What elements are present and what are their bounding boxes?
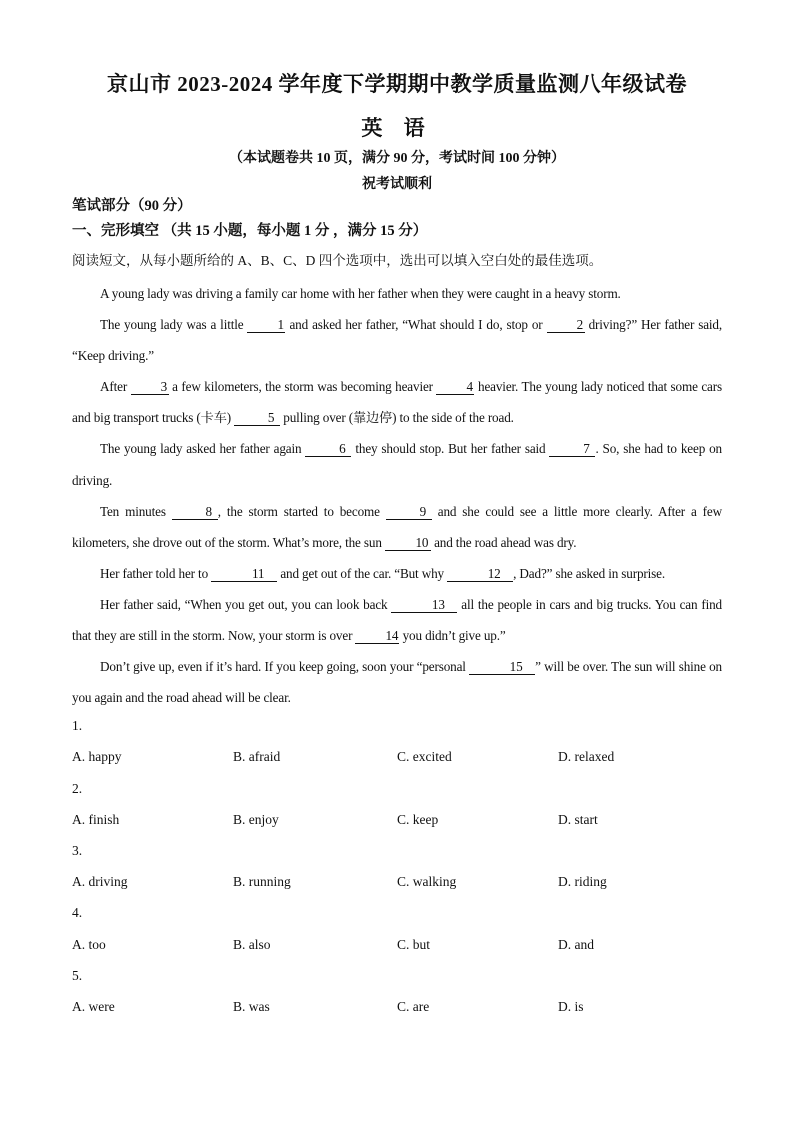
question-number: 1. bbox=[72, 718, 83, 733]
blank-3: 3 bbox=[131, 380, 169, 395]
option-d[interactable]: D. riding bbox=[558, 874, 607, 889]
blank-6: 6 bbox=[305, 442, 351, 457]
blank-1: 1 bbox=[247, 318, 285, 333]
option-d[interactable]: D. relaxed bbox=[558, 749, 615, 764]
written-part-heading: 笔试部分（90 分） bbox=[72, 198, 192, 214]
blank-15: 15 bbox=[469, 660, 535, 675]
option-d[interactable]: D. and bbox=[558, 937, 594, 952]
option-a[interactable]: A. happy bbox=[72, 749, 122, 764]
blank-14: 14 bbox=[355, 629, 399, 644]
paragraph-7: Her father said, “When you get out, you can look back 13 all the people in cars and big trucks. You can find that they are still in the storm. Now, your storm is over 14 you didn’t give up.” bbox=[72, 596, 722, 644]
paragraph-4: The young lady asked her father again 6 they should stop. But her father said 7 . So, she had to keep on driving. bbox=[72, 441, 722, 488]
option-b[interactable]: B. was bbox=[233, 999, 270, 1014]
option-c[interactable]: C. but bbox=[397, 937, 431, 952]
paragraph-6: Her father told her to 11 and get out of the car. “But why 12 , Dad?” she asked in surprise. bbox=[100, 565, 666, 581]
blank-5: 5 bbox=[234, 411, 280, 426]
cloze-passage bbox=[72, 278, 722, 713]
option-a[interactable]: A. driving bbox=[72, 874, 128, 889]
blank-13: 13 bbox=[391, 598, 457, 613]
subject-title: 英 语 bbox=[361, 116, 433, 140]
blank-11: 11 bbox=[211, 567, 277, 582]
option-d[interactable]: D. is bbox=[558, 999, 584, 1014]
exam-title: 京山市 2023-2024 学年度下学期期中教学质量监测八年级试卷 bbox=[107, 72, 687, 96]
paragraph-8: Don’t give up, even if it’s hard. If you keep going, soon your “personal 15 ” will be over. The sun will shine on you again and the road ahead will be clear. bbox=[72, 659, 722, 706]
blank-8: 8 bbox=[172, 505, 218, 520]
blank-10: 10 bbox=[385, 536, 431, 551]
option-a[interactable]: A. too bbox=[72, 937, 106, 952]
cloze-instruction: 阅读短文，从每小题所给的 A、B、C、D 四个选项中，选出可以填入空白处的最佳选项。 bbox=[72, 253, 603, 268]
option-c[interactable]: C. walking bbox=[397, 874, 457, 889]
option-a[interactable]: A. were bbox=[72, 999, 115, 1014]
blank-7: 7 bbox=[549, 442, 595, 457]
option-b[interactable]: B. afraid bbox=[233, 749, 281, 764]
blank-9: 9 bbox=[386, 505, 432, 520]
cloze-heading: 一、完形填空 （共 15 小题，每小题 1 分 ，满分 15 分） bbox=[72, 223, 428, 239]
option-b[interactable]: B. enjoy bbox=[233, 812, 279, 827]
paragraph-5: Ten minutes 8 , the storm started to become 9 and she could see a little more clearly. After a few kilometers, she drove out of the storm. What’s more, the sun 10 and the road ahead was dry. bbox=[72, 503, 722, 550]
question-number: 5. bbox=[72, 968, 83, 983]
good-luck-text: 祝考试顺利 bbox=[362, 177, 432, 192]
question-number: 3. bbox=[72, 843, 83, 858]
option-b[interactable]: B. running bbox=[233, 874, 291, 889]
option-a[interactable]: A. finish bbox=[72, 812, 120, 827]
option-d[interactable]: D. start bbox=[558, 812, 598, 827]
exam-note: （本试题卷共 10 页，满分 90 分，考试时间 100 分钟） bbox=[229, 151, 565, 166]
blank-2: 2 bbox=[547, 318, 585, 333]
paragraph-1: A young lady was driving a family car home with her father when they were caught in a heavy storm. bbox=[100, 286, 621, 301]
blank-4: 4 bbox=[436, 380, 474, 395]
question-number: 4. bbox=[72, 905, 83, 920]
option-c[interactable]: C. keep bbox=[397, 812, 439, 827]
option-c[interactable]: C. are bbox=[397, 999, 430, 1014]
question-number: 2. bbox=[72, 781, 83, 796]
paragraph-3: After 3 a few kilometers, the storm was becoming heavier 4 heavier. The young lady noticed that some cars and big transport trucks (卡车) 5 pulling over (靠边停) to the side of the road. bbox=[72, 379, 722, 426]
paragraph-2: The young lady was a little 1 and asked her father, “What should I do, stop or 2 driving?” Her father said, “Keep driving.” bbox=[72, 317, 723, 364]
option-c[interactable]: C. excited bbox=[397, 749, 452, 764]
option-b[interactable]: B. also bbox=[233, 937, 271, 952]
blank-12: 12 bbox=[447, 567, 513, 582]
